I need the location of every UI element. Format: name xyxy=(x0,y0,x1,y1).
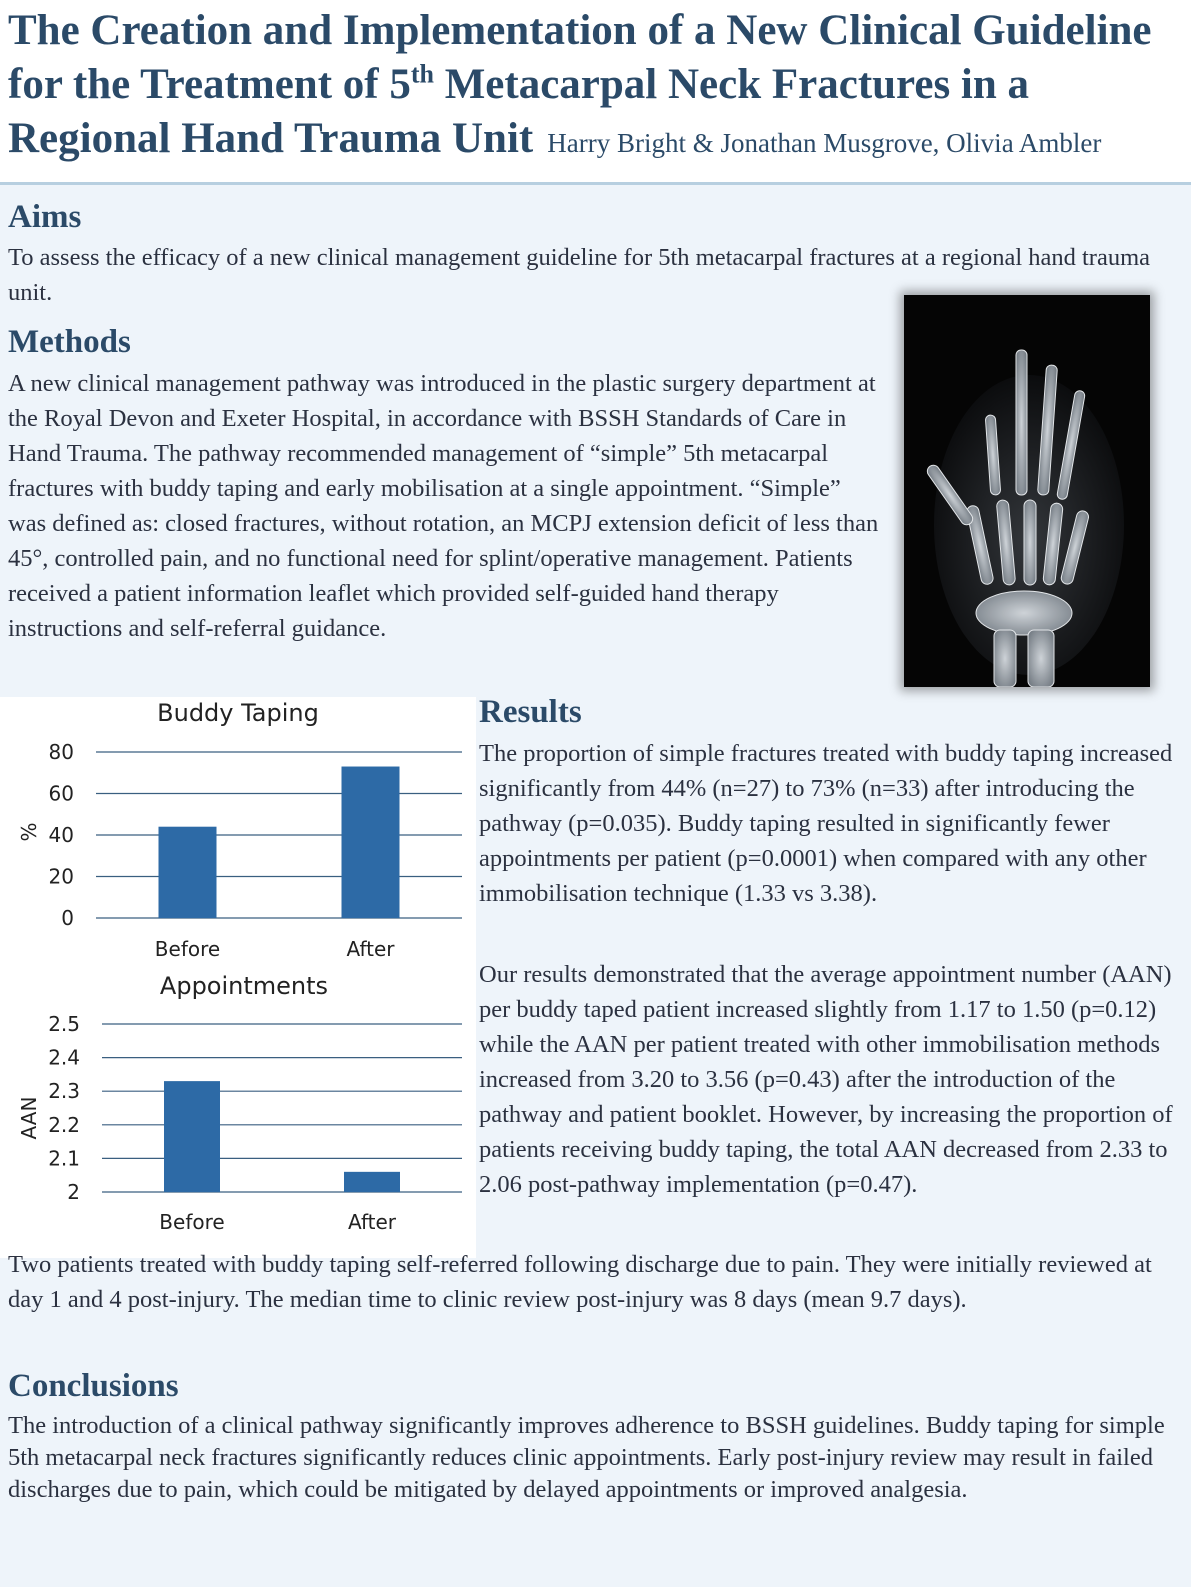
results-text-1: The proportion of simple fractures treated with buddy taping increased significantly from 44% (n=27) to 73% (n=33) after introducing the pathway (p=0.035). Buddy taping resulted in significantly fewer appointments per patient (p=0.0001) when compared with any other immobilisation technique (1.33 vs 3.38). xyxy=(479,740,1173,907)
bar-after xyxy=(342,767,400,918)
x-category-label: After xyxy=(347,1210,397,1234)
bar-after xyxy=(344,1172,400,1192)
conclusions-heading: Conclusions xyxy=(8,1368,179,1404)
results-text-2: Our results demonstrated that the average appointment number (AAN) per buddy taped patient increased slightly from 1.17 to 1.50 (p=0.12) while the AAN per patient treated with other immobilisation methods increased from 3.20 to 3.56 (p=0.43) after the introduction of the pathway and patient booklet. However, by increasing the proportion of patients receiving buddy taping, the total AAN decreased from 2.33 to 2.06 post-pathway implementation (p=0.47). xyxy=(479,961,1173,1198)
bar-before xyxy=(159,827,217,918)
title-line-2-start: for the Treatment of 5 xyxy=(8,61,411,108)
hand-xray-illustration xyxy=(904,295,1150,687)
conclusions-text: The introduction of a clinical pathway significantly improves adherence to BSSH guidelines. Buddy taping for simple 5th metacarpal neck fractures significantly reduces clinic appointments. Early post-injury review may result in failed discharges due to pain, which could be mitigated by delayed appointments or improved analgesia. xyxy=(8,1412,1165,1503)
hand-xray-image xyxy=(904,295,1150,687)
methods-heading: Methods xyxy=(8,324,131,360)
y-tick-label: 2.3 xyxy=(48,1079,80,1104)
x-category-label: After xyxy=(346,937,395,961)
y-tick-label: 2.5 xyxy=(48,1012,80,1036)
buddy-taping-chart xyxy=(0,697,476,972)
y-tick-label: 0 xyxy=(61,906,74,930)
charts-panel xyxy=(0,697,476,1258)
chart-title: Buddy Taping xyxy=(157,699,319,727)
results-heading: Results xyxy=(479,694,582,730)
y-tick-label: 80 xyxy=(48,740,74,764)
title-superscript: th xyxy=(410,59,434,89)
aims-text: To assess the efficacy of a new clinical management guideline for 5th metacarpal fractures at a regional hand trauma unit. xyxy=(8,244,1151,306)
bar-before xyxy=(164,1081,220,1192)
methods-text: A new clinical management pathway was introduced in the plastic surgery department at the Royal Devon and Exeter Hospital, in accordance with BSSH Standards of Care in Hand Trauma. The pathway recommended management of “simple” 5th metacarpal fractures with buddy taping and early mobilisation at a single appointment. “Simple” was defined as: closed fractures, without rotation, an MCPJ extension deficit of less than 45°, controlled pain, and no functional need for splint/operative management. Patients received a patient information leaflet which provided self-guided hand therapy instructions and self-referral guidance. xyxy=(8,370,879,642)
y-tick-label: 40 xyxy=(48,823,74,847)
y-tick-label: 2 xyxy=(67,1180,80,1204)
authors: Harry Bright & Jonathan Musgrove, Olivia Ambler xyxy=(547,128,1102,158)
x-category-label: Before xyxy=(159,1210,225,1234)
aims-heading: Aims xyxy=(8,199,82,235)
title-line-2-end: Metacarpal Neck Fractures in a xyxy=(433,61,1030,108)
chart-title: Appointments xyxy=(159,972,329,1000)
y-axis-label: % xyxy=(17,822,41,842)
title-line-3: Regional Hand Trauma Unit xyxy=(8,115,534,162)
x-category-label: Before xyxy=(154,937,221,961)
poster-title xyxy=(8,4,1188,170)
appointments-chart xyxy=(0,972,476,1258)
title-line-1: The Creation and Implementation of a New Clinical Guideline xyxy=(8,7,1152,54)
y-tick-label: 2.1 xyxy=(48,1146,80,1171)
y-tick-label: 20 xyxy=(48,864,74,889)
y-tick-label: 2.4 xyxy=(48,1045,80,1070)
y-tick-label: 2.2 xyxy=(48,1112,80,1137)
y-axis-label: AAN xyxy=(17,1096,41,1140)
results-text-3: Two patients treated with buddy taping self-referred following discharge due to pain. They were initially reviewed at day 1 and 4 post-injury. The median time to clinic review post-injury was 8 days (mean 9.7 days). xyxy=(8,1251,1152,1313)
y-tick-label: 60 xyxy=(48,781,74,806)
poster-header xyxy=(0,0,1191,185)
